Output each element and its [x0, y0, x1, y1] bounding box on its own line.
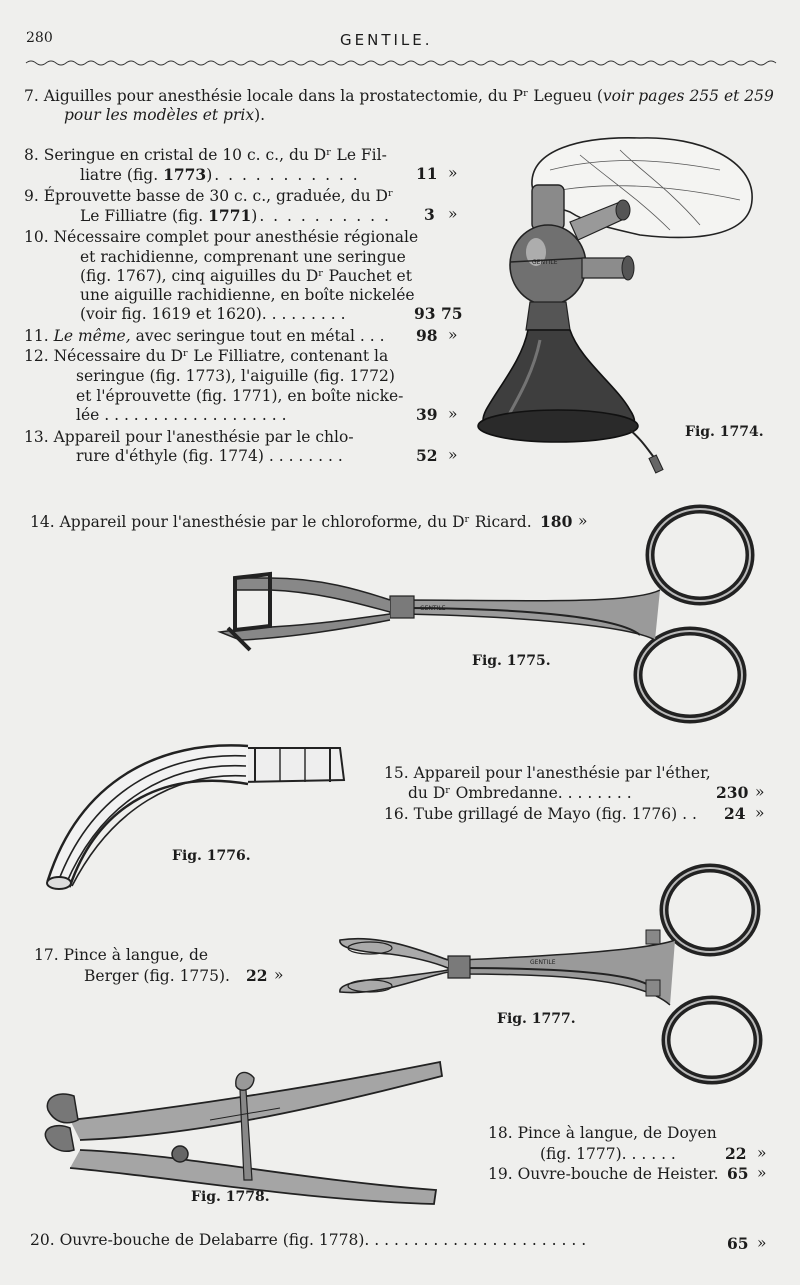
item-12-price: 39 — [416, 405, 438, 424]
item-19-ditto: » — [757, 1164, 767, 1182]
item-12-ditto: » — [448, 405, 458, 423]
item-17: 17. Pince à langue, de — [34, 946, 209, 964]
item-8-price: 11 — [416, 164, 438, 183]
item-20-ditto: » — [757, 1234, 767, 1252]
item-20: 20. Ouvre-bouche de Delabarre (fig. 1778). . . . . . . . . . . . . . . . . . . . . . . — [30, 1231, 587, 1249]
item-12-line-c: et l'éprouvette (fig. 1771), en boîte nicke- — [76, 387, 404, 405]
item-13-line-b: rure d'éthyle (fig. 1774) . . . . . . . . — [76, 447, 343, 465]
item-9: 9. Éprouvette basse de 30 c. c., graduée, du Dʳ — [24, 187, 394, 205]
item-13-price: 52 — [416, 446, 438, 465]
item-10-line-b: et rachidienne, comprenant une seringue — [80, 248, 406, 266]
fig-1776-tube-illustration — [40, 740, 350, 900]
item-15-ditto: » — [755, 783, 765, 801]
item-17-ditto: » — [274, 966, 284, 984]
item-8: 8. Seringue en cristal de 10 c. c., du Dʳ Le Fil- — [24, 146, 387, 164]
item-8-ditto: » — [448, 164, 458, 182]
item-15-line-b: du Dʳ Ombredanne. . . . . . . . — [408, 784, 632, 802]
item-8-continued: liatre (fig. 1773). . . . . . . . . . . — [80, 165, 360, 184]
item-7: 7. Aiguilles pour anesthésie locale dans la prostatectomie, du Pʳ Legueu (voir pages 255 et 259 — [24, 87, 774, 105]
fig-1774-caption: Fig. 1774. — [685, 424, 764, 440]
item-18: 18. Pince à langue, de Doyen — [488, 1124, 717, 1142]
item-10-line-d: une aiguille rachidienne, en boîte nickelée — [80, 286, 415, 304]
item-13: 13. Appareil pour l'anesthésie par le chlo- — [24, 428, 354, 446]
item-18-price: 22 — [725, 1144, 747, 1163]
item-20-price: 65 — [727, 1234, 749, 1253]
page-title: GENTILE. — [340, 31, 433, 49]
item-11: 11. Le même, avec seringue tout en métal . . . — [24, 327, 385, 345]
item-16-ditto: » — [755, 804, 765, 822]
item-10-line-e: (voir fig. 1619 et 1620). . . . . . . . . — [80, 305, 346, 323]
item-7-continued: pour les modèles et prix). — [64, 106, 266, 124]
item-9-ditto: » — [448, 205, 458, 223]
fig-1775-engraving: GENTILE — [420, 605, 446, 612]
fig-1778-mouth-gag-illustration — [40, 1050, 450, 1210]
item-11-price: 98 — [416, 326, 438, 345]
fig-1778-caption: Fig. 1778. — [191, 1189, 270, 1205]
item-18-ditto: » — [757, 1144, 767, 1162]
item-9-continued: Le Filliatre (fig. 1771). . . . . . . . . . — [80, 206, 391, 225]
item-9-price: 3 — [424, 205, 435, 224]
fig-1775-forceps-illustration — [210, 500, 760, 730]
item-10-price: 93 75 — [414, 304, 463, 323]
item-11-ditto: » — [448, 326, 458, 344]
item-10-line-c: (fig. 1767), cinq aiguilles du Dʳ Pauchet et — [80, 267, 412, 285]
fig-1774-engraving: GENTILE — [532, 259, 558, 266]
fig-1776-caption: Fig. 1776. — [172, 848, 251, 864]
item-17-price: 22 — [246, 966, 268, 985]
item-18-line-b: (fig. 1777). . . . . . — [540, 1145, 676, 1163]
item-19-price: 65 — [727, 1164, 749, 1183]
item-19: 19. Ouvre-bouche de Heister. — [488, 1165, 719, 1183]
item-14: 14. Appareil pour l'anesthésie par le chloroforme, du Dʳ Ricard. — [30, 513, 532, 531]
item-12-line-d: lée . . . . . . . . . . . . . . . . . . . — [76, 406, 287, 424]
item-14-ditto: » — [578, 512, 588, 530]
item-10: 10. Nécessaire complet pour anesthésie régionale — [24, 228, 419, 246]
item-16-price: 24 — [724, 804, 746, 823]
fig-1777-caption: Fig. 1777. — [497, 1011, 576, 1027]
item-13-ditto: » — [448, 446, 458, 464]
item-14-price: 180 — [540, 512, 573, 531]
fig-1775-caption: Fig. 1775. — [472, 653, 551, 669]
page-number: 280 — [26, 30, 53, 46]
item-12-line-b: seringue (fig. 1773), l'aiguille (fig. 1772) — [76, 367, 395, 385]
item-15-price: 230 — [716, 783, 749, 802]
fig-1777-engraving: GENTILE — [530, 959, 556, 966]
header-rule — [26, 58, 776, 68]
item-15: 15. Appareil pour l'anesthésie par l'éther, — [384, 764, 711, 782]
item-12: 12. Nécessaire du Dʳ Le Filliatre, contenant la — [24, 347, 389, 365]
item-16: 16. Tube grillagé de Mayo (fig. 1776) . . — [384, 805, 697, 823]
item-17-line-b: Berger (fig. 1775). — [84, 967, 230, 985]
